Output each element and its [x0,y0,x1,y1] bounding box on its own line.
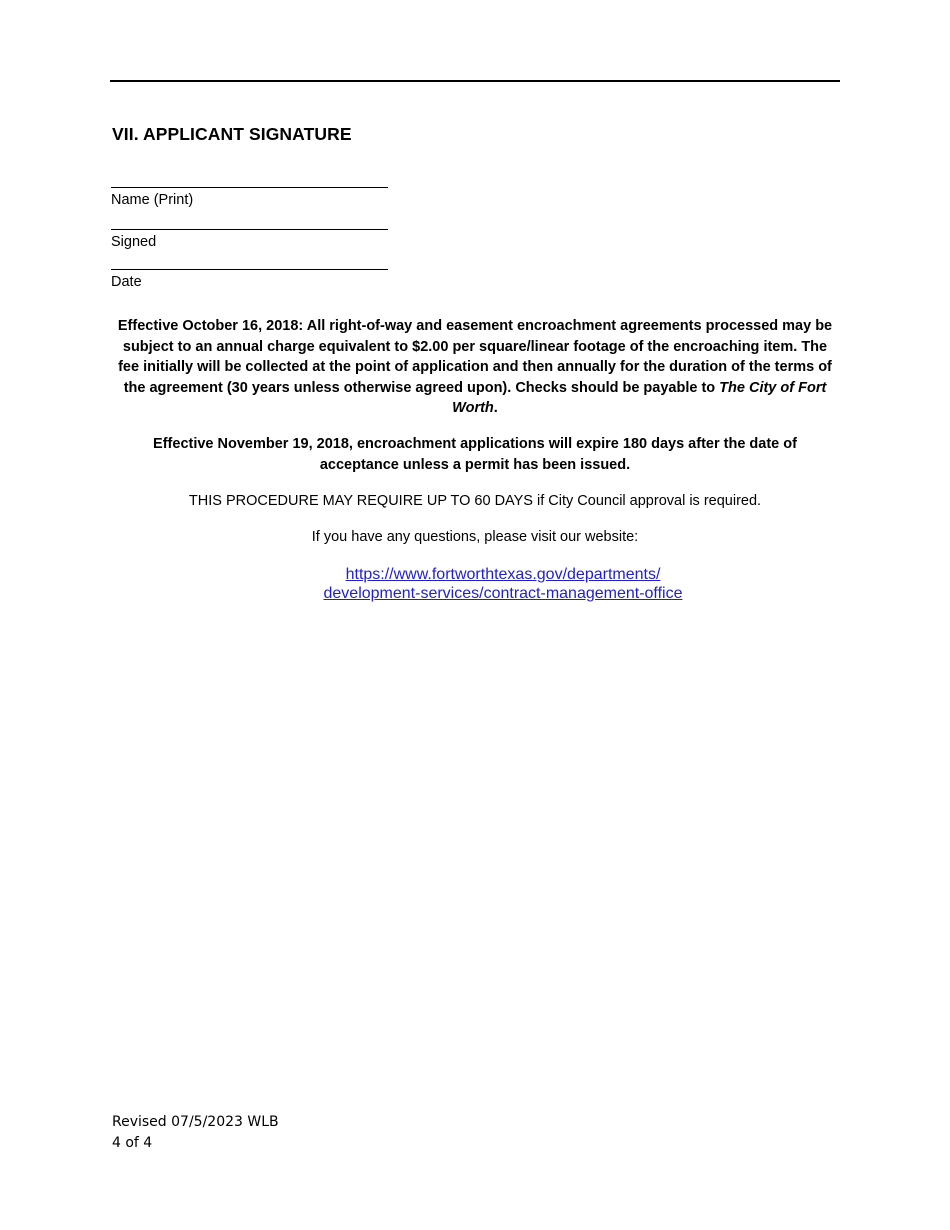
signature-line [111,229,388,230]
fee-notice-end: . [493,400,498,416]
field-label: Date [111,274,142,290]
page-footer [112,1112,279,1154]
fee-notice-payee: The City of Fort Worth [452,379,827,416]
page-number: 4 of 4 [112,1135,153,1151]
section-title: VII. APPLICANT SIGNATURE [112,124,352,144]
procedure-notice: THIS PROCEDURE MAY REQUIRE UP TO 60 DAYS if City Council approval is required. [188,493,762,509]
website-link-line2: development-services/contract-management-office [323,585,683,602]
field-label: Name (Print) [111,192,194,208]
date-field[interactable] [111,269,388,291]
signed-field[interactable] [111,229,388,251]
website-link-line1: https://www.fortworthtexas.gov/departments/ [345,566,661,583]
fee-notice-lead: Effective October 16, 2018: All right-of-way and easement encroachment agreements processed may be subject to an annual charge equivalent to $2.00 per square/linear footage of the encroaching item. The fee initially will be collected at the point of application and then annually for the duration of the terms of the agreement (30 years unless otherwise agreed upon). Checks should be payable to [117,318,833,396]
name-print-field[interactable] [111,187,388,209]
field-label: Signed [111,234,157,250]
signature-line [111,269,388,270]
expiry-notice: Effective November 19, 2018, encroachment applications will expire 180 days after the date of acceptance unless a permit has been issued. [153,436,797,473]
website-link[interactable] [324,566,683,602]
fee-notice [114,316,836,419]
signature-line [111,187,388,188]
questions-notice: If you have any questions, please visit our website: [311,529,639,545]
website-link-block [114,565,892,603]
header-rule [110,80,840,82]
revision-note: Revised 07/5/2023 WLB [112,1114,279,1130]
